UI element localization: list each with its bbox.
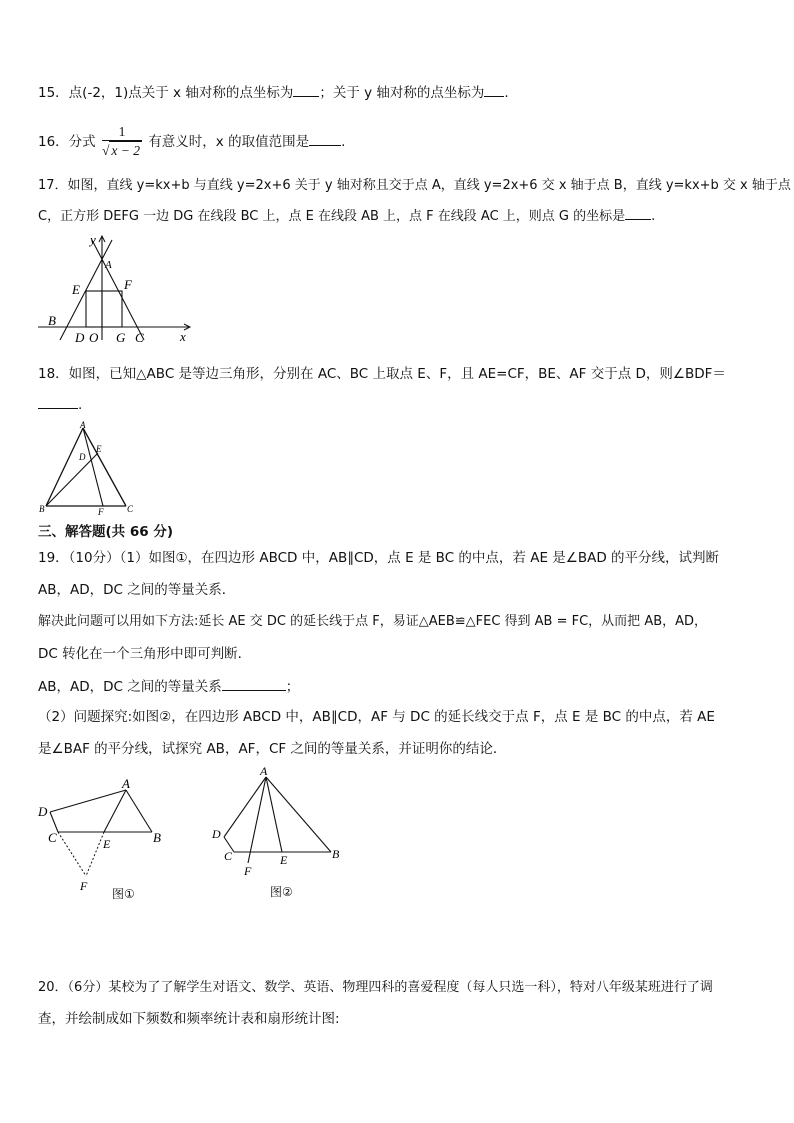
q15-blank-1[interactable]: [293, 82, 319, 97]
q18-label-C: C: [127, 504, 134, 514]
q16: [38, 122, 345, 162]
q18-side-ab: [46, 428, 83, 506]
fig1-label-C: C: [48, 830, 57, 845]
q20-line2: 查，并绘制成如下频数和频率统计表和扇形统计图:: [38, 1011, 340, 1027]
q19-blank[interactable]: [222, 676, 286, 691]
q17-line1: 17．如图，直线 y=kx+b 与直线 y=2x+6 关于 y 轴对称且交于点 A，直线 y=2x+6 交 x 轴于点 B，直线 y=kx+b 交 x 轴于点: [38, 178, 791, 193]
fig1-label-A: A: [122, 776, 130, 791]
q17-label-E: E: [72, 282, 80, 297]
q15: [38, 82, 509, 103]
q18-figure: [38, 420, 138, 515]
q19-line2: AB，AD，DC 之间的等量关系．: [38, 582, 236, 598]
q18-blank[interactable]: [38, 394, 78, 409]
q19-line5-end: ；: [285, 679, 300, 695]
q19-line3: 解决此问题可以用如下方法:延长 AE 交 DC 的延长线于点 F，易证△AEB≌△FEC 得到 AB = FC，从而把 AB，AD，: [38, 614, 708, 629]
q18-seg-af: [83, 428, 103, 506]
q16-denominator: √ x − 2: [101, 143, 141, 158]
q17-label-y: y: [90, 232, 96, 247]
fig2-label-B: B: [332, 847, 340, 861]
fig2-caption: 图②: [270, 885, 293, 899]
q16-numerator: 1: [102, 124, 142, 141]
q17-blank[interactable]: [625, 205, 651, 220]
fig1-seg-dc: [50, 812, 58, 832]
q18-side-ac: [83, 428, 126, 506]
fig2-seg-ab: [266, 777, 331, 852]
q15-blank-2[interactable]: [484, 82, 504, 97]
fig1-caption: 图①: [112, 887, 135, 901]
q17-figure: [30, 228, 200, 348]
q17-label-C: C: [135, 330, 144, 345]
q16-blank[interactable]: [309, 131, 341, 146]
q17-label-D: D: [75, 330, 85, 345]
fig2-label-A: A: [260, 764, 268, 778]
q17-square: [86, 291, 122, 327]
q16-end: .: [341, 134, 346, 150]
q17-label-B: B: [48, 313, 56, 328]
q18-label-F: F: [98, 507, 104, 517]
q18-label-A: A: [80, 420, 86, 430]
q19-line7: 是∠BAF 的平分线，试探究 AB，AF，CF 之间的等量关系，并证明你的结论．: [38, 741, 507, 757]
fig1-dash-ef: [86, 832, 104, 876]
fig2-seg-ae: [266, 777, 282, 852]
fig1-label-B: B: [153, 830, 161, 845]
q15-text: 15．点(-2，1)点关于 x 轴对称的点坐标为: [38, 85, 294, 101]
fig2-label-D: D: [212, 827, 221, 841]
q19-figure-2: [210, 765, 360, 880]
fig1-label-F: F: [80, 879, 88, 893]
q17-label-O: O: [89, 330, 99, 345]
fig2-label-E: E: [280, 853, 288, 867]
q16-suffix: 有意义时，x 的取值范围是: [148, 134, 310, 150]
fig1-seg-ab: [126, 790, 152, 832]
q19-line4: DC 转化在一个三角形中即可判断．: [38, 646, 252, 662]
q20-line1: 20．（6分）某校为了了解学生对语文、数学、英语、物理四科的喜爱程度（每人只选一科），特对八年级某班进行了调: [38, 980, 713, 995]
q17-label-G: G: [116, 330, 126, 345]
q18-label-B: B: [39, 504, 45, 514]
q16-radicand: x − 2: [111, 143, 141, 158]
fig1-label-E: E: [103, 837, 111, 851]
fig1-dash-cf: [58, 832, 86, 876]
q16-prefix: 16．分式: [38, 134, 96, 150]
section-3-title: 三、解答题(共 66 分): [38, 524, 174, 540]
q19-line1: 19．（10分）（1）如图①，在四边形 ABCD 中，AB∥CD，点 E 是 BC 的中点，若 AE 是∠BAD 的平分线，试判断: [38, 550, 720, 566]
q15-mid: ；关于 y 轴对称的点坐标为: [319, 85, 485, 101]
q18-line1: 18．如图，已知△ABC 是等边三角形，分别在 AC、BC 上取点 E、F，且 AE=CF，BE、AF 交于点 D，则∠BDF＝: [38, 366, 726, 382]
q18-label-E: E: [96, 444, 102, 454]
fig1-seg-ae: [104, 790, 126, 832]
q17-label-F: F: [124, 277, 132, 292]
q17-label-x: x: [180, 329, 186, 344]
q17-end: .: [651, 209, 656, 224]
q17-label-A: A: [105, 259, 112, 271]
q19-line5: AB，AD，DC 之间的等量关系: [38, 679, 222, 695]
q18-end: .: [78, 397, 83, 413]
fig1-seg-da: [50, 790, 126, 812]
q18-label-D: D: [79, 452, 86, 462]
q19-line6: （2）问题探究:如图②，在四边形 ABCD 中，AB∥CD，AF 与 DC 的延长线交于点 F，点 E 是 BC 的中点，若 AE: [38, 709, 715, 725]
q19-figure-1: [30, 772, 180, 902]
q17-line2: C，正方形 DEFG 一边 DG 在线段 BC 上，点 E 在线段 AB 上，点 F 在线段 AC 上，则点 G 的坐标是: [38, 209, 626, 224]
q19-line5-wrap: [38, 676, 299, 697]
q17-line2-wrap: [38, 205, 655, 227]
q17-line-ac: [92, 240, 144, 340]
q18-line2: [38, 394, 82, 415]
fig2-label-C: C: [224, 849, 233, 863]
q16-fraction: [102, 124, 142, 160]
fig1-label-D: D: [38, 804, 48, 819]
fig2-label-F: F: [244, 864, 252, 878]
q15-end: .: [504, 85, 509, 101]
q18-seg-be: [46, 453, 98, 506]
